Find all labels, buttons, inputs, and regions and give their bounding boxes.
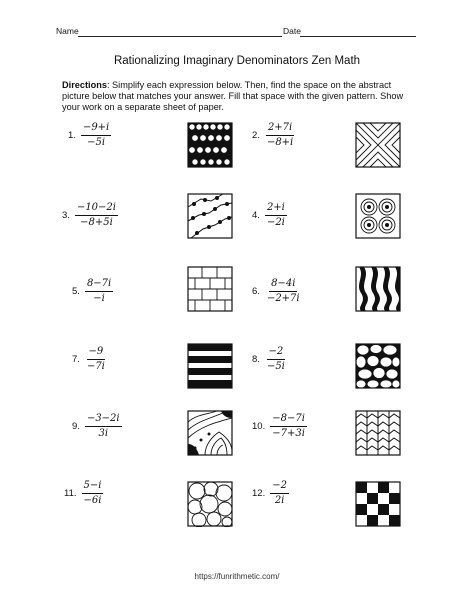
denominator: 2i: [274, 495, 285, 506]
overlapping-circles-pattern: [187, 481, 233, 527]
numerator: −10−2i: [75, 202, 118, 216]
problem-11: [64, 480, 103, 507]
tile-11: [187, 481, 233, 527]
fraction: [85, 413, 122, 440]
numerator: 2+7i: [266, 122, 294, 136]
problem-6: [252, 278, 302, 305]
problem-1: [68, 122, 111, 149]
problem-number: 1.: [68, 130, 76, 141]
fan-leaves-pattern: [187, 410, 233, 456]
problem-number: 6.: [252, 286, 260, 297]
numerator: 8−7i: [85, 278, 113, 292]
fraction: [81, 122, 111, 149]
problem-9: [72, 413, 122, 440]
problem-2: [252, 122, 295, 149]
fraction: [265, 202, 287, 229]
fraction: [265, 346, 287, 373]
chevron-pattern: [355, 410, 401, 456]
problem-number: 5.: [72, 286, 80, 297]
numerator: −2: [270, 480, 289, 494]
date-label: Date: [283, 26, 301, 36]
fraction: [270, 480, 289, 507]
denominator: −6i: [83, 495, 102, 506]
checkerboard-pattern: [355, 481, 401, 527]
fraction: [265, 122, 295, 149]
numerator: −2: [267, 346, 286, 360]
page-title: Rationalizing Imaginary Denominators Zen Math: [113, 55, 361, 67]
problem-10: [252, 413, 307, 440]
problem-5: [72, 278, 113, 305]
pebbles-pattern: [355, 343, 401, 389]
tile-6: [355, 266, 401, 312]
tile-8: [355, 343, 401, 389]
problem-3: [62, 202, 118, 229]
fraction: [270, 413, 307, 440]
circle-rows-pattern: [187, 122, 233, 168]
concentric-circles-pattern: [355, 193, 401, 239]
fraction: [82, 480, 104, 507]
name-line: [78, 36, 282, 37]
numerator: 2+i: [265, 202, 287, 216]
problem-number: 2.: [252, 130, 260, 141]
numerator: 5−i: [82, 480, 104, 494]
denominator: −7+3i: [272, 428, 305, 439]
problem-number: 11.: [64, 488, 77, 499]
directions-label: Directions: [62, 80, 107, 90]
problem-7: [72, 346, 107, 373]
wavy-stripes-pattern: [355, 266, 401, 312]
footer-url: https://funrithmetic.com/: [194, 572, 280, 581]
fraction: [265, 278, 302, 305]
tile-5: [187, 266, 233, 312]
directions-text: : Simplify each expression below. Then, find the space on the abstract picture below that matches your answer. Fill that space with the given pattern. Show your work on a separate sheet of paper.: [62, 80, 404, 113]
tile-4: [355, 193, 401, 239]
date-line: [300, 36, 416, 37]
tile-1: [187, 122, 233, 168]
problem-number: 8.: [252, 354, 260, 365]
dotted-diagonal-pattern: [187, 193, 233, 239]
tile-3: [187, 193, 233, 239]
denominator: −8+i: [266, 137, 294, 148]
tile-12: [355, 481, 401, 527]
horizontal-stripes-pattern: [187, 343, 233, 389]
fraction: [75, 202, 118, 229]
name-label: Name: [56, 26, 79, 36]
problem-number: 4.: [252, 210, 260, 221]
problem-12: [252, 480, 289, 507]
problem-number: 12.: [252, 488, 266, 499]
numerator: −9: [87, 346, 106, 360]
tile-7: [187, 343, 233, 389]
problem-number: 10.: [252, 421, 266, 432]
problem-number: 3.: [62, 210, 70, 221]
denominator: −2+7i: [266, 293, 300, 304]
denominator: −8+5i: [80, 217, 113, 228]
problem-4: [252, 202, 287, 229]
numerator: −9+i: [81, 122, 111, 136]
problem-8: [252, 346, 287, 373]
denominator: −2i: [266, 217, 285, 228]
tile-2: [355, 122, 401, 168]
problem-number: 9.: [72, 421, 80, 432]
denominator: −i: [93, 293, 105, 304]
denominator: −5i: [266, 361, 285, 372]
x-lines-pattern: [355, 122, 401, 168]
denominator: 3i: [98, 428, 109, 439]
fraction: [85, 346, 107, 373]
numerator: −3−2i: [85, 413, 122, 427]
denominator: −7i: [86, 361, 105, 372]
numerator: −8−7i: [270, 413, 307, 427]
problem-number: 7.: [72, 354, 80, 365]
denominator: −5i: [87, 137, 106, 148]
fraction: [85, 278, 113, 305]
directions-paragraph: [62, 80, 412, 114]
tile-10: [355, 410, 401, 456]
brick-pattern: [187, 266, 233, 312]
numerator: 8−4i: [269, 278, 297, 292]
tile-9: [187, 410, 233, 456]
